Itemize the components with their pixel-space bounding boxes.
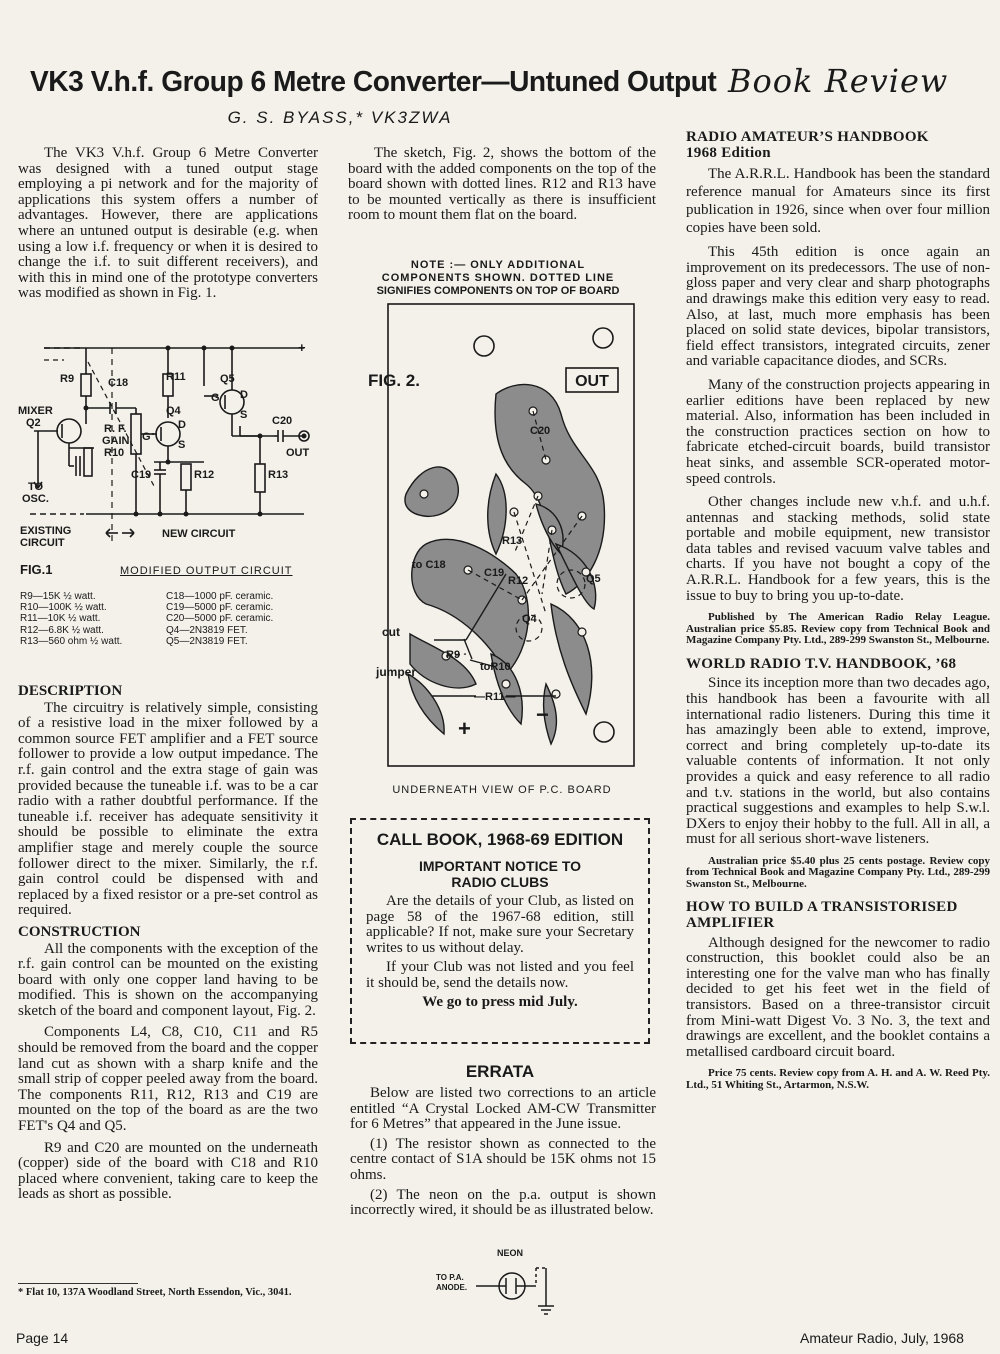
neon-wiring-diagram xyxy=(430,1244,580,1316)
fig2-to-c18-label: to C18 xyxy=(412,559,446,571)
part-r12: R12—6.8K ½ watt. xyxy=(20,624,104,636)
review-1-paragraph-2: This 45th edition is once again an improvement on its predecessors. The use of non-gloss paper and very clear and sharp photographs and drawings make this edition very easy to read. Also, at last, much more emphasis has been placed on solid state devices, bipolar transistors, field effect transistors, integrated circuits, zener and variable capacitance diodes, and SCRs. xyxy=(686,244,990,370)
fig1-label-mixer: MIXER xyxy=(18,405,53,417)
review-1-title: RADIO AMATEUR’S HANDBOOK xyxy=(686,129,929,145)
fig2-board-layout xyxy=(346,254,650,800)
fig1-label-s2: S xyxy=(240,409,248,421)
review-1-paragraph-1: The A.R.R.L. Handbook has been the standard reference manual for Amateurs since its first publication in 1926, since when over four million copies have been sold. xyxy=(686,166,990,237)
fig1-label-q5: Q5 xyxy=(220,373,235,385)
review-1-edition: 1968 Edition xyxy=(686,144,771,161)
intro-paragraph: The VK3 V.h.f. Group 6 Metre Converter was designed with a tuned output stage employing a pi network and for the majority of applications this system offers a number of advantages. However, there are applications where an untuned output is desirable (e.g. when using a low i.f. frequency or when it is desired to change the i.f. to suit different receivers), and with this in mind one of the prototype converters was modified as shown in Fig. 1. xyxy=(18,145,318,302)
review-3-heading xyxy=(686,900,990,931)
part-r13: R13—560 ohm ½ watt. xyxy=(20,635,123,647)
resistor-list xyxy=(20,591,160,647)
fig1-label-q4: Q4 xyxy=(166,405,181,417)
review-2-heading: WORLD RADIO T.V. HANDBOOK, ’68 xyxy=(686,655,957,672)
fig1-label-rf: R. F. xyxy=(104,423,127,435)
fig1-label-g1: G xyxy=(142,431,151,443)
fig2-c20-label: C20 xyxy=(530,425,551,437)
review-2-paragraph-1: Since its inception more than two decades ago, this handbook has been a favourite with all international radio listeners. During this time it has amazingly been able to extend, improve, correct and bring completely up-to-date its valuable contents of information. It not only provides a quick and easy reference to all radio and t.v. stations in the world, but also contains practical suggestions and examples to help S.w.l. DXers to enjoy their hobby to the full. All in all, a must for all serious short-wave listeners. xyxy=(686,675,990,848)
fig1-label-out: OUT xyxy=(286,447,310,459)
anode-label: ANODE. xyxy=(436,1283,468,1292)
fig2-label: FIG. 2. xyxy=(368,371,420,390)
review-3-title: HOW TO BUILD A TRANSISTORISED xyxy=(686,899,958,916)
review-1-heading xyxy=(686,130,990,161)
fig2-note-line-2: COMPONENTS SHOWN. DOTTED LINE xyxy=(381,272,615,284)
fig2-q4-label: Q4 xyxy=(522,613,537,625)
errata-body xyxy=(350,1086,656,1223)
fig2-note-line-3: SIGNIFIES COMPONENTS ON TOP OF BOARD xyxy=(376,285,620,297)
callbook-subtitle-2: RADIO CLUBS xyxy=(451,874,549,890)
article-intro-column xyxy=(18,146,318,308)
fig2-note-line-1: NOTE :— ONLY ADDITIONAL xyxy=(410,259,586,271)
fig1-label-osc: OSC. xyxy=(22,493,49,505)
description-heading: DESCRIPTION xyxy=(18,683,123,699)
callbook-press-date: We go to press mid July. xyxy=(422,994,578,1010)
article-byline: G. S. BYASS,* VK3ZWA xyxy=(227,108,453,127)
article-title: VK3 V.h.f. Group 6 Metre Converter—Untuned Output xyxy=(30,66,717,98)
fig1-label-existing: EXISTING xyxy=(20,525,72,537)
fig1-label-gain: GAIN xyxy=(102,435,130,447)
fig1-title: MODIFIED OUTPUT CIRCUIT xyxy=(120,565,293,577)
publication-footer: Amateur Radio, July, 1968 xyxy=(800,1330,964,1346)
fig2-out-label: OUT xyxy=(575,373,609,390)
part-r9: R9—15K ½ watt. xyxy=(20,591,96,602)
part-c19: C19—5000 pF. ceramic. xyxy=(166,602,274,614)
to-pa-label: TO P.A. xyxy=(436,1273,464,1282)
sketch-description-column xyxy=(348,146,656,230)
fig1-label-c19: C19 xyxy=(131,469,152,481)
description-paragraph: The circuitry is relatively simple, consisting of a resistive load in the mixer followed by a common source FET amplifier and a FET source follower to provide a low output impedance. The r.f. gain control and the extra stage of gain was provided because the tuneable i.f. was to be a car radio with a rather doubtful performance. If the tuneable i.f. receiver has adequate sensitivity it should be possible to eliminate the extra amplifier stage and merely couple the source follower direct to the mixer. Similarly, the r.f. gain control could be dispensed with and replaced by a fixed resistor or a pre-set control as required. xyxy=(18,699,318,919)
author-footnote: * Flat 10, 137A Woodland Street, North Essendon, Vic., 3041. xyxy=(18,1287,292,1298)
errata-paragraph-2: (1) The resistor shown as connected to the centre contact of S1A should be 15K ohms not 15 ohms. xyxy=(350,1135,656,1183)
part-q5: Q5—2N3819 FET. xyxy=(166,635,248,647)
fig1-label-d1: D xyxy=(178,419,186,431)
part-q4: Q4—2N3819 FET. xyxy=(166,624,248,636)
fig2-caption: UNDERNEATH VIEW OF P.C. BOARD xyxy=(392,784,612,796)
fig1-label-r12: R12 xyxy=(194,469,215,481)
book-review-column xyxy=(686,130,990,1101)
fig2-r9-label: R9 xyxy=(446,649,461,661)
review-3-publisher-note: Price 75 cents. Review copy from A. H. and A. W. Reed Pty. Ltd., 51 Whiting St., Artarmon, N.S.W. xyxy=(686,1067,990,1091)
construction-heading: CONSTRUCTION xyxy=(18,923,141,940)
fig2-minus-label: − xyxy=(536,702,549,727)
fig2-r12-label: R12 xyxy=(508,575,529,587)
article-body-column xyxy=(18,682,318,1209)
construction-paragraph-3: R9 and C20 are mounted on the underneath (copper) side of the board with C18 and R10 placed where convenient, taking care to keep the leads as short as possible. xyxy=(18,1139,318,1203)
fig2-c19-label: C19 xyxy=(484,567,505,579)
book-review-title: Book Review xyxy=(728,62,949,100)
fig2-to-r10-label: toR10 xyxy=(480,661,511,673)
fig2-plus-label: + xyxy=(458,716,471,741)
fig1-caption: FIG.1 xyxy=(20,562,53,577)
part-c18: C18—1000 pF. ceramic. xyxy=(166,591,274,602)
fig1-label-plus: + xyxy=(298,340,306,355)
review-3-paragraph-1: Although designed for the newcomer to radio construction, this booklet could also be an interesting one for the valve man who has finally decided to get his feet wet in the field of transistors. Based on a three-transistor circuit from Mini-watt Digest Vo. 3 No. 3, the text and drawings are excellent, and the booklet contains a metallised cardboard circuit board. xyxy=(686,934,990,1060)
fig1-label-circuit: CIRCUIT xyxy=(20,537,65,549)
fig2-jumper-label: jumper xyxy=(376,665,417,679)
fig1-label-g2: G xyxy=(211,392,220,404)
review-3-title-cont: AMPLIFIER xyxy=(686,914,775,931)
construction-paragraph-1: All the components with the exception of the r.f. gain control can be mounted on the existing board with only one copper land having to be modified. This is shown on the accompanying sketch of the board and component layout, Fig. 2. xyxy=(18,940,318,1019)
fig2-cut-label: cut xyxy=(382,625,400,639)
page-number: Page 14 xyxy=(16,1330,69,1346)
sketch-paragraph: The sketch, Fig. 2, shows the bottom of the board with the added components on the top of the board shown with dotted lines. R12 and R13 have to be mounted vertically as there is insufficient room to mount them flat on the board. xyxy=(348,145,656,224)
part-c20: C20—5000 pF. ceramic. xyxy=(166,613,274,625)
review-1-publisher-note: Published by The American Radio Relay League. Australian price $5.85. Review copy from Technical Book and Magazine Company Pty. Ltd., 289-299 Swanston St., Melbourne. xyxy=(686,611,990,647)
fig1-label-q2: Q2 xyxy=(26,417,41,429)
fig1-circuit-diagram xyxy=(14,336,324,566)
callbook-paragraph-2: If your Club was not listed and you feel it should be, send the details now. xyxy=(366,959,634,991)
fig2-q5-label: Q5 xyxy=(586,573,601,585)
fig1-label-r11: R11 xyxy=(166,371,186,383)
footnote-rule xyxy=(18,1283,138,1284)
part-r11: R11—10K ½ watt. xyxy=(20,613,101,625)
fig1-label-r10: R10 xyxy=(104,447,125,459)
callbook-subtitle-1: IMPORTANT NOTICE TO xyxy=(418,858,582,874)
review-1-paragraph-4: Other changes include new v.h.f. and u.h.f. antennas and stacking methods, solid state portable and mobile equipment, new transistor data tables and revised vacuum valve tables and charts. If you have not bought a copy of the A.R.R.L. Handbook for a few years, this is the issue to buy to bring you up-to-date. xyxy=(686,494,990,604)
fig1-label-r9: R9 xyxy=(60,373,75,385)
errata-title: ERRATA xyxy=(465,1062,535,1081)
fig1-label-c18: C18 xyxy=(108,377,129,389)
construction-paragraph-2: Components L4, C8, C10, C11 and R5 should be removed from the board and the copper land cut as shown with a sharp knife and the small strip of copper peeled away from the board. The components R11, R12, R13 and C19 are mounted on the top of the board as are the two FET's Q4 and Q5. xyxy=(18,1024,318,1135)
fig1-label-s1: S xyxy=(178,439,186,451)
callbook-paragraph-1: Are the details of your Club, as listed on page 58 of the 1967-68 edition, still applicable? If not, make sure your Secretary writes to us without delay. xyxy=(366,893,634,956)
errata-paragraph-3: (2) The neon on the p.a. output is shown incorrectly wired, it should be as illustrated below. xyxy=(350,1186,656,1219)
fig1-label-c20: C20 xyxy=(272,415,293,427)
fig1-label-d2: D xyxy=(240,389,248,401)
part-r10: R10—100K ½ watt. xyxy=(20,602,107,614)
fig1-label-new-circuit: NEW CIRCUIT xyxy=(162,528,236,540)
fig1-label-r13: R13 xyxy=(268,469,289,481)
fig2-r13-label: R13 xyxy=(502,535,523,547)
fig1-label-to: TO xyxy=(28,481,44,493)
errata-paragraph-1: Below are listed two corrections to an article entitled “A Crystal Locked AM-CW Transmitter for 6 Metres” that appeared in the June issue. xyxy=(350,1085,656,1133)
review-2-publisher-note: Australian price $5.40 plus 25 cents postage. Review copy from Technical Book and Magazine Company Pty. Ltd., 289-299 Swanston St., Melbourne. xyxy=(686,854,990,890)
fig2-r11-label: —R11— xyxy=(474,691,516,703)
callbook-title: CALL BOOK, 1968-69 EDITION xyxy=(376,830,624,849)
callbook-notice-box xyxy=(350,818,650,1044)
capacitor-fet-list xyxy=(166,591,316,647)
review-1-paragraph-3: Many of the construction projects appearing in earlier editions have been replaced by new material. Also, information has been included in the construction practices section on how to fabricate etched-circuit boards, build transistor heat sinks, and assemble SCR-operated motor-speed controls. xyxy=(686,376,990,487)
neon-label: NEON xyxy=(496,1248,524,1258)
